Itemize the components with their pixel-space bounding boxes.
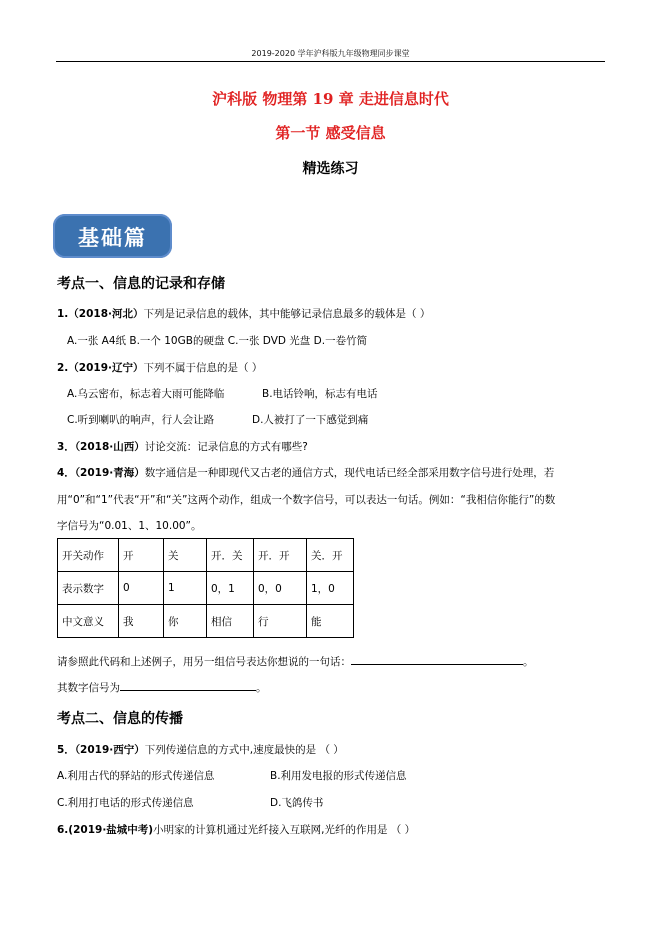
question-5-number: 5．	[57, 744, 75, 756]
question-3-source: （2018·山西）	[74, 441, 145, 453]
table-cell: 开．开	[254, 539, 307, 572]
question-3-number: 3．	[57, 441, 75, 453]
table-cell: 1，0	[307, 572, 354, 605]
table-cell: 相信	[207, 605, 254, 638]
table-cell: 表示数字	[58, 572, 119, 605]
basic-level-badge	[53, 214, 172, 258]
exercise-title: 精选练习	[302, 161, 359, 177]
question-4-line-3: 字信号为“0.01、1、10.00”。	[57, 520, 202, 532]
table-cell: 0，0	[254, 572, 307, 605]
question-4-line-1: 数字通信是一种即现代又古老的通信方式，现代电话已经全部采用数字信号进行处理，若	[144, 467, 555, 479]
question-3-text: 讨论交流：记录信息的方式有哪些?	[144, 441, 308, 453]
question-5-option-d: D.飞鸽传书	[270, 797, 324, 809]
table-cell: 1	[164, 572, 207, 605]
question-1	[57, 306, 430, 321]
answer-blank-1[interactable]	[351, 664, 523, 665]
table-cell: 关．开	[307, 539, 354, 572]
question-6	[57, 822, 415, 837]
ask-1-text: 请参照此代码和上述例子，用另一组信号表达你想说的一句话：	[57, 656, 351, 668]
chapter-title: 沪科版 物理第 19 章 走进信息时代	[212, 90, 449, 108]
question-2-option-c: C.听到喇叭的响声，行人会让路	[67, 414, 215, 426]
question-5-option-b: B.利用发电报的形式传递信息	[270, 770, 407, 782]
table-cell: 能	[307, 605, 354, 638]
question-2-text: 下列不属于信息的是（ ）	[143, 362, 263, 374]
question-1-number: 1.	[57, 308, 69, 320]
question-2-number: 2.	[57, 362, 69, 374]
question-5-option-a: A.利用古代的驿站的形式传递信息	[57, 770, 215, 782]
question-5-option-c: C.利用打电话的形式传递信息	[57, 797, 194, 809]
table-cell: 行	[254, 605, 307, 638]
question-1-text: 下列是记录信息的载体，其中能够记录信息最多的载体是（ ）	[143, 308, 431, 320]
signal-table	[57, 538, 354, 638]
section-heading-1: 考点一、信息的记录和存储	[57, 276, 225, 292]
question-4-number: 4．	[57, 467, 75, 479]
ask-2-text: 其数字信号为	[57, 682, 120, 694]
ask-2-end: 。	[256, 682, 267, 694]
table-cell: 开	[119, 539, 164, 572]
section-title: 第一节 感受信息	[275, 124, 386, 142]
question-3	[57, 439, 308, 454]
table-row	[58, 539, 354, 572]
question-4-ask-1	[57, 654, 534, 669]
question-6-source: (2019·盐城中考)	[68, 824, 154, 836]
page-header: 2019-2020 学年沪科版九年级物理同步课堂	[251, 49, 410, 58]
question-4-source: （2019·青海）	[74, 467, 145, 479]
question-5-text: 下列传递信息的方式中,速度最快的是 （ ）	[144, 744, 344, 756]
question-2-option-d: D.人被打了一下感觉到痛	[252, 414, 369, 426]
question-2	[57, 360, 262, 375]
table-row	[58, 572, 354, 605]
table-row	[58, 605, 354, 638]
question-4	[57, 465, 554, 480]
table-cell: 中文意义	[58, 605, 119, 638]
badge-label: 基础篇	[78, 225, 147, 250]
question-4-line-2: 用“0”和“1”代表“开”和“关”这两个动作，组成一个数字信号，可以表达一句话。例如：“我相信你能行”的数	[57, 494, 556, 506]
table-cell: 我	[119, 605, 164, 638]
question-2-source: （2019·辽宁）	[68, 362, 144, 374]
header-rule	[56, 61, 605, 62]
question-1-options: A.一张 A4纸 B.一个 10GB的硬盘 C.一张 DVD 光盘 D.一卷竹简	[67, 335, 368, 347]
answer-blank-2[interactable]	[120, 690, 256, 691]
question-2-option-b: B.电话铃响，标志有电话	[262, 388, 378, 400]
question-1-source: （2018·河北）	[68, 308, 144, 320]
table-cell: 0，1	[207, 572, 254, 605]
question-6-number: 6.	[57, 824, 69, 836]
ask-1-end: 。	[523, 656, 534, 668]
table-cell: 开．关	[207, 539, 254, 572]
section-heading-2: 考点二、信息的传播	[57, 711, 183, 727]
question-5	[57, 742, 344, 757]
table-cell: 关	[164, 539, 207, 572]
question-5-source: （2019·西宁）	[74, 744, 145, 756]
question-4-ask-2	[57, 680, 267, 695]
question-2-option-a: A.乌云密布，标志着大雨可能降临	[67, 388, 225, 400]
table-cell: 0	[119, 572, 164, 605]
table-cell: 开关动作	[58, 539, 119, 572]
table-cell: 你	[164, 605, 207, 638]
question-6-text: 小明家的计算机通过光纤接入互联网,光纤的作用是 （ ）	[153, 824, 416, 836]
